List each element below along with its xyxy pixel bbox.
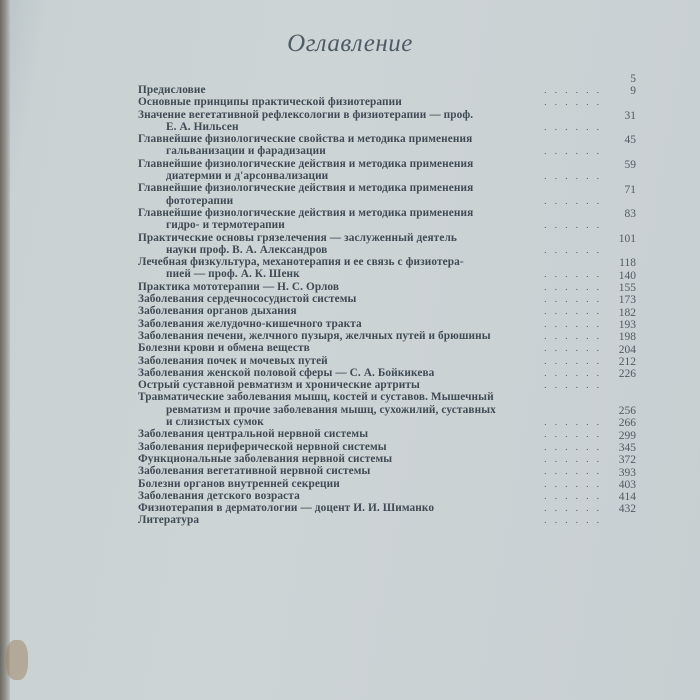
leader-dots: . . . . . . [544, 515, 602, 526]
toc-entry-text: диатермии и д'арсонвализации [166, 170, 329, 183]
toc-page-number: 393 [618, 466, 636, 479]
toc-page-number: 432 [618, 503, 636, 516]
toc-entry-text: Основные принципы практической физиотерапии [138, 96, 402, 109]
toc-page-number: 173 [618, 294, 636, 307]
toc-page-number: 198 [618, 331, 636, 344]
toc-page-number: 31 [624, 109, 636, 122]
toc-entry [138, 133, 642, 158]
toc-line [138, 207, 642, 219]
toc-entry [138, 232, 642, 257]
toc-entry-text: Заболевания почек и мочевых путей [138, 354, 328, 367]
toc-page-number: 256 [618, 405, 636, 418]
toc-line [138, 391, 642, 403]
toc-page-number: 71 [624, 183, 636, 196]
leader-dots: . . . . . . [544, 441, 602, 452]
toc-entry-text: Значение вегетативной рефлексологии в физиотерапии — проф. [138, 108, 474, 121]
toc-entry-text: Главнейшие физиологические свойства и методика применения [138, 133, 473, 146]
leader-dots: . . . . . . [544, 220, 602, 231]
leader-dots: . . . . . . [544, 244, 602, 255]
leader-dots: . . . . . . [544, 453, 602, 464]
toc-entry-text: Травматические заболевания мышц, костей и суставов. Мышечный [138, 391, 494, 404]
leader-dots: . . . . . . [544, 355, 602, 366]
toc-entry-text: Заболевания женской половой сферы — С. А. Бойкикева [138, 366, 435, 379]
leader-dots: . . . . . . [544, 269, 602, 280]
toc-page-number: 372 [618, 454, 636, 467]
toc-line [138, 404, 642, 416]
toc-entry-text: Е. А. Нильсен [166, 120, 239, 133]
toc-page-number: 9 [630, 85, 636, 98]
leader-dots: . . . . . . [544, 380, 602, 391]
toc-entry-text: Практические основы грязелечения — заслуженный деятель [138, 231, 457, 244]
toc-entry-text: Заболевания детского возраста [138, 489, 300, 502]
toc-page-number: 45 [624, 134, 636, 147]
toc-page-number: 266 [618, 417, 636, 430]
toc-page-number: 59 [624, 159, 636, 172]
page-binding-edge [0, 0, 10, 700]
toc-entry-text: Болезни крови и обмена веществ [138, 342, 310, 355]
toc-entry-text: Главнейшие физиологические действия и методика применения [138, 206, 474, 219]
toc-page-number: 204 [618, 343, 636, 356]
leader-dots: . . . . . . [544, 478, 602, 489]
toc-page-number: 299 [618, 429, 636, 442]
toc-entry-text: Главнейшие физиологические действия и методика применения [138, 182, 474, 195]
leader-dots: . . . . . . [544, 294, 602, 305]
leader-dots: . . . . . . [544, 503, 602, 514]
leader-dots: . . . . . . [544, 466, 602, 477]
toc-page-number: 83 [624, 208, 636, 221]
leader-dots: . . . . . . [544, 330, 602, 341]
toc-page-number: 5 [630, 73, 636, 85]
toc-entry-text: Литература [138, 514, 200, 527]
toc-page-number: 101 [618, 232, 636, 245]
toc-entry-text: пией — проф. А. К. Шенк [166, 268, 300, 281]
toc-entry-text: науки проф. В. А. Александров [166, 243, 328, 256]
toc-page-number: 155 [618, 282, 636, 295]
toc-page-number: 345 [618, 441, 636, 454]
toc-entry-text: фототерапии [166, 194, 234, 207]
leader-dots: . . . . . . [544, 97, 602, 108]
toc-entry-text: Физиотерапия в дерматологии — доцент И. И. Шиманко [138, 502, 435, 515]
leader-dots: . . . . . . [544, 85, 602, 95]
leader-dots: . . . . . . [544, 195, 602, 206]
toc-entry-text: Предисловие [138, 84, 206, 96]
toc-entry [138, 158, 642, 183]
toc-entry-text: Заболевания периферической нервной системы [138, 440, 387, 453]
toc-line [138, 109, 642, 121]
leader-dots: . . . . . . [544, 281, 602, 292]
toc-entry [138, 256, 642, 281]
toc-entry-text: Заболевания сердечнососудистой системы [138, 293, 357, 306]
leader-dots: . . . . . . [544, 171, 602, 182]
toc-line [138, 256, 642, 268]
toc-entry-text: Практика мототерапии — Н. С. Орлов [138, 280, 340, 293]
leader-dots: . . . . . . [544, 367, 602, 378]
toc-line [138, 232, 642, 244]
leader-dots: . . . . . . [544, 490, 602, 501]
toc-entry-text: гидро- и термотерапии [166, 219, 285, 232]
toc-page-number: 403 [618, 478, 636, 491]
toc-entry-text: Острый суставной ревматизм и хронические артриты [138, 379, 420, 392]
toc-entry-text: Заболевания центральной нервной системы [138, 428, 369, 441]
toc-page-number: 212 [618, 355, 636, 368]
toc-entry-text: Функциональные заболевания нервной системы [138, 452, 393, 465]
toc-entry-text: Заболевания печени, желчного пузыря, желчных путей и брюшины [138, 329, 491, 342]
toc-entry [138, 109, 642, 134]
leader-dots: . . . . . . [544, 318, 602, 329]
toc-entry-text: Лечебная физкультура, механотерапия и ее связь с физиотера- [138, 256, 464, 269]
toc-line [138, 158, 642, 170]
toc-line [138, 133, 642, 145]
toc-entry-text: Заболевания органов дыхания [138, 305, 297, 318]
toc-entry-text: Болезни органов внутренней секреции [138, 477, 340, 490]
toc-entry-text: Заболевания вегетативной нервной системы [138, 465, 371, 478]
toc-page-number: 182 [618, 306, 636, 319]
toc-entry [138, 207, 642, 232]
leader-dots: . . . . . . [544, 343, 602, 354]
toc-entry-text: ревматизм и прочие заболевания мышц, сухожилий, суставных [166, 403, 496, 416]
toc-entry-text: и слизистых сумок [166, 416, 264, 429]
toc-page-number: 118 [619, 257, 636, 270]
toc-page-number: 226 [618, 368, 636, 381]
toc-page-number: 140 [618, 269, 636, 282]
table-of-contents [138, 73, 642, 527]
leader-dots: . . . . . . [544, 121, 602, 132]
toc-line [138, 182, 642, 194]
leader-dots: . . . . . . [544, 417, 602, 428]
page-title: Оглавление [287, 30, 413, 57]
leader-dots: . . . . . . [544, 146, 602, 157]
toc-entry-text: Главнейшие физиологические действия и методика применения [138, 157, 474, 170]
paper-stain [6, 640, 28, 680]
toc-entry [138, 391, 642, 428]
toc-line [138, 73, 642, 96]
toc-page-number: 414 [618, 491, 636, 504]
leader-dots: . . . . . . [544, 429, 602, 440]
toc-entry-text: гальванизации и фарадизации [166, 145, 326, 158]
toc-entry [138, 73, 642, 96]
toc-entry-text: Заболевания желудочно-кишечного тракта [138, 317, 362, 330]
toc-entry [138, 182, 642, 207]
leader-dots: . . . . . . [544, 306, 602, 317]
toc-page-number: 193 [618, 318, 636, 331]
